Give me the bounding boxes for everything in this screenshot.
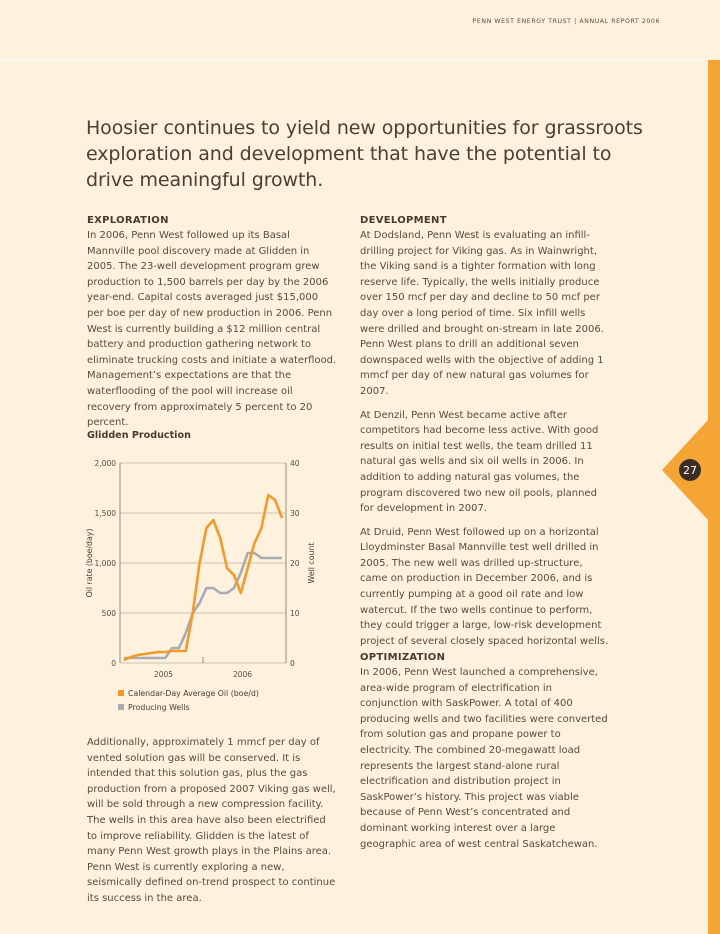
- y-tick-label: 2,000: [94, 459, 116, 468]
- headline: Hoosier continues to yield new opportunities for grassroots exploration and development that have the potential to drive meaningful growth.: [86, 117, 643, 191]
- running-head: PENN WEST ENERGY TRUST | ANNUAL REPORT 2006: [472, 18, 660, 25]
- page-tab: [648, 420, 720, 520]
- y-tick-label: 500: [101, 609, 116, 618]
- legend-label: Producing Wells: [128, 703, 190, 712]
- optimization-paragraph: In 2006, Penn West launched a comprehensive, area-wide program of electrification in conjunction with SaskPower. A total of 400 producing wells and two facilities were converted from solution gas and propane power to electricity. The combined 20-megawatt load represents the largest stand-alone rural electrification and distribution project in SaskPower’s history. This project was viable because of Penn West’s concentrated and dominant working interest over a large geographic area of west central Saskatchewan.: [360, 667, 608, 850]
- glidden-production-chart: [82, 452, 322, 722]
- y-tick-label: 1,500: [94, 509, 116, 518]
- chart-title: Glidden Production: [87, 430, 191, 441]
- x-tick-label: 2005: [153, 670, 174, 679]
- legend-swatch: [118, 704, 124, 710]
- y2-tick-label: 40: [290, 459, 300, 468]
- exploration-paragraph: In 2006, Penn West followed up its Basal Mannville pool discovery made at Glidden in 2005. The 23-well development program grew production to 1,500 barrels per day by the 2006 year-end. Capital costs averaged just $15,000 per boe per day of new production in 2006. Penn West is currently building a $12 million central battery and production gathering network to eliminate trucking costs and initiate a waterflood. Management’s expectations are that the waterflooding of the pool will increase oil recovery from approximately 5 percent to 20 percent.: [87, 230, 337, 429]
- oil-rate-line: [124, 495, 282, 660]
- development-paragraph-1: At Dodsland, Penn West is evaluating an infill-drilling project for Viking gas. As in Wainwright, the Viking sand is a tighter formation with long reserve life. Typically, the wells initially produce over 150 mcf per day and decline to 50 mcf per day over a long period of time. Six infill wells were drilled and brought on-stream in late 2006. Penn West plans to drill an additional seven downspaced wells with the objective of adding 1 mmcf per day of new natural gas volumes for 2007.: [360, 230, 604, 397]
- exploration-continued: [87, 735, 337, 907]
- development-heading: DEVELOPMENT: [360, 215, 447, 226]
- development-section: [360, 214, 612, 649]
- optimization-section: [360, 651, 612, 852]
- y2-tick-label: 10: [290, 609, 300, 618]
- development-paragraph-2: At Denzil, Penn West became active after competitors had become less active. With good results on initial test wells, the team drilled 11 natural gas wells and six oil wells in 2006. In addition to adding natural gas volumes, the program discovered two new oil pools, planned for development in 2007.: [360, 409, 599, 515]
- legend-swatch: [118, 690, 124, 696]
- y2-axis-label: Well count: [307, 542, 316, 584]
- x-tick-label: 2006: [232, 670, 253, 679]
- y-axis-label: Oil rate (boe/day): [85, 528, 94, 598]
- y2-tick-label: 0: [290, 659, 295, 668]
- page-number: 27: [683, 464, 697, 477]
- legend-label: Calendar-Day Average Oil (boe/d): [128, 689, 259, 698]
- y-tick-label: 0: [111, 659, 116, 668]
- exploration-after-chart: Additionally, approximately 1 mmcf per day of vented solution gas will be conserved. It is intended that this solution gas, plus the gas production from a proposed 2007 Viking gas well, will be sold through a new compression facility. The wells in this area have also been electrified to improve reliability. Glidden is the latest of many Penn West growth plays in the Plains area. Penn West is currently exploring a new, seismically defined on-trend prospect to continue its success in the area.: [87, 737, 336, 904]
- y-tick-label: 1,000: [94, 559, 116, 568]
- chart-svg: [82, 452, 322, 722]
- y2-tick-label: 20: [290, 559, 300, 568]
- exploration-section: [87, 214, 337, 431]
- y2-tick-label: 30: [290, 509, 300, 518]
- producing-wells-line: [124, 553, 282, 658]
- development-paragraph-3: At Druid, Penn West followed up on a horizontal Lloydminster Basal Mannville test well drilled in 2005. The new well was drilled up-structure, came on production in December 2006, and is currently pumping at a good oil rate and low watercut. If the two wells continue to perform, they could trigger a large, low-risk development project of several closely spaced horizontal wells.: [360, 526, 609, 647]
- optimization-heading: OPTIMIZATION: [360, 652, 446, 663]
- exploration-heading: EXPLORATION: [87, 215, 169, 226]
- header-rule: [0, 59, 708, 60]
